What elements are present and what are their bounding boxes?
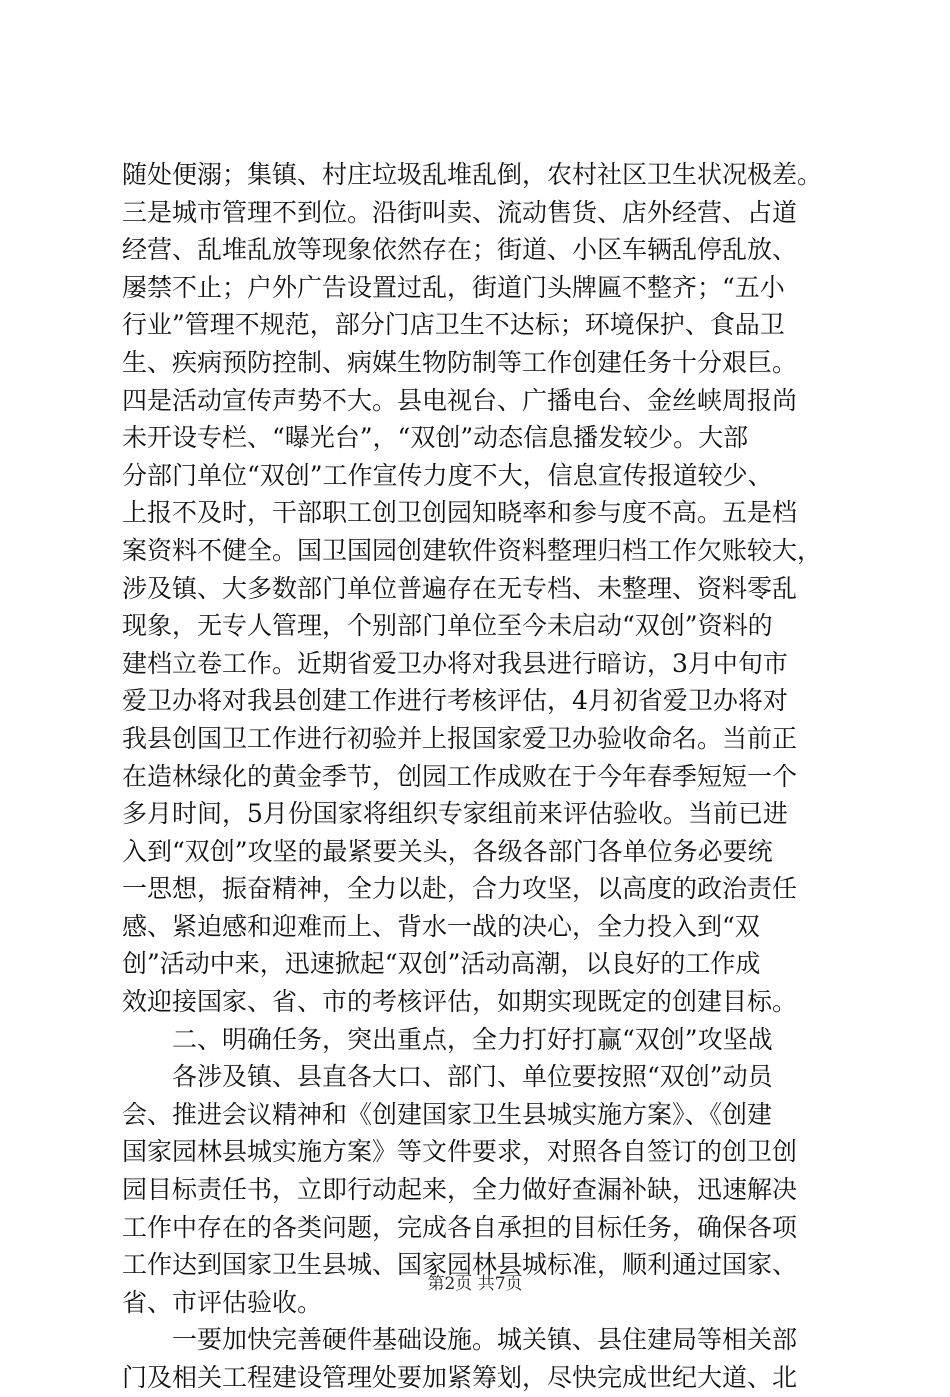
text-line: 案资料不健全。国卫国园创建软件资料整理归档工作欠账较大， [122, 535, 823, 565]
text-line: 现象，无专人管理，个别部门单位至今未启动“双创”资料的 [122, 611, 773, 641]
text-line: 建档立卷工作。近期省爱卫办将对我县进行暗访，3月中旬市 [122, 648, 788, 678]
text-line: 二、明确任务，突出重点，全力打好打赢“双创”攻坚战 [172, 1024, 773, 1054]
text-line: 生、疾病预防控制、病媒生物防制等工作创建任务十分艰巨。 [122, 347, 798, 377]
text-line: 我县创国卫工作进行初验并上报国家爱卫办验收命名。当前正 [122, 723, 798, 753]
text-line: 门及相关工程建设管理处要加紧筹划，尽快完成世纪大道、北 [122, 1363, 798, 1392]
text-line: 随处便溺；集镇、村庄垃圾乱堆乱倒，农村社区卫生状况极差。 [122, 160, 823, 189]
text-line: 上报不及时，干部职工创卫创园知晓率和参与度不高。五是档 [122, 498, 798, 528]
page-number-label: 第2页 共7页 [427, 1274, 523, 1294]
text-line: 经营、乱堆乱放等现象依然存在；街道、小区车辆乱停乱放、 [122, 235, 798, 265]
text-line: 爱卫办将对我县创建工作进行考核评估，4月初省爱卫办将对 [122, 686, 788, 716]
text-line: 各涉及镇、县直各大口、部门、单位要按照“双创”动员 [172, 1062, 773, 1092]
text-line: 在造林绿化的黄金季节，创园工作成败在于今年春季短短一个 [122, 761, 798, 791]
text-line: 省、市评估验收。 [122, 1287, 323, 1317]
text-line: 四是活动宣传声势不大。县电视台、广播电台、金丝峡周报尚 [122, 385, 798, 415]
page-footer [0, 1272, 950, 1296]
text-line: 会、推进会议精神和《创建国家卫生县城实施方案》、《创建 [122, 1099, 773, 1129]
text-line: 未开设专栏、“曝光台”，“双创”动态信息播发较少。大部 [122, 423, 749, 453]
text-line: 一思想，振奋精神，全力以赴，合力攻坚，以高度的政治责任 [122, 874, 798, 904]
text-line: 国家园林县城实施方案》等文件要求，对照各自签订的创卫创 [122, 1137, 798, 1167]
text-line: 屡禁不止；户外广告设置过乱，街道门头牌匾不整齐；“五小 [122, 272, 785, 302]
text-line: 工作达到国家卫生县城、国家园林县城标准，顺利通过国家、 [122, 1250, 798, 1280]
text-line: 效迎接国家、省、市的考核评估，如期实现既定的创建目标。 [122, 987, 798, 1017]
text-line: 行业”管理不规范，部分门店卫生不达标；环境保护、食品卫 [122, 310, 785, 340]
text-line: 分部门单位“双创”工作宣传力度不大，信息宣传报道较少、 [122, 460, 773, 490]
text-line: 工作中存在的各类问题，完成各自承担的目标任务，确保各项 [122, 1212, 798, 1242]
text-line: 一要加快完善硬件基础设施。城关镇、县住建局等相关部 [172, 1325, 798, 1355]
document-body [122, 156, 832, 1397]
text-line: 涉及镇、大多数部门单位普遍存在无专档、未整理、资料零乱 [122, 573, 798, 603]
text-line: 创”活动中来，迅速掀起“双创”活动高潮，以良好的工作成 [122, 949, 761, 979]
text-line: 感、紧迫感和迎难而上、背水一战的决心，全力投入到“双 [122, 911, 760, 941]
text-line: 入到“双创”攻坚的最紧要关头，各级各部门各单位务必要统 [122, 836, 773, 866]
text-line: 多月时间，5月份国家将组织专家组前来评估验收。当前已进 [122, 799, 788, 829]
text-line: 三是城市管理不到位。沿街叫卖、流动售货、店外经营、占道 [122, 197, 798, 227]
text-line: 园目标责任书，立即行动起来，全力做好查漏补缺，迅速解决 [122, 1175, 798, 1205]
